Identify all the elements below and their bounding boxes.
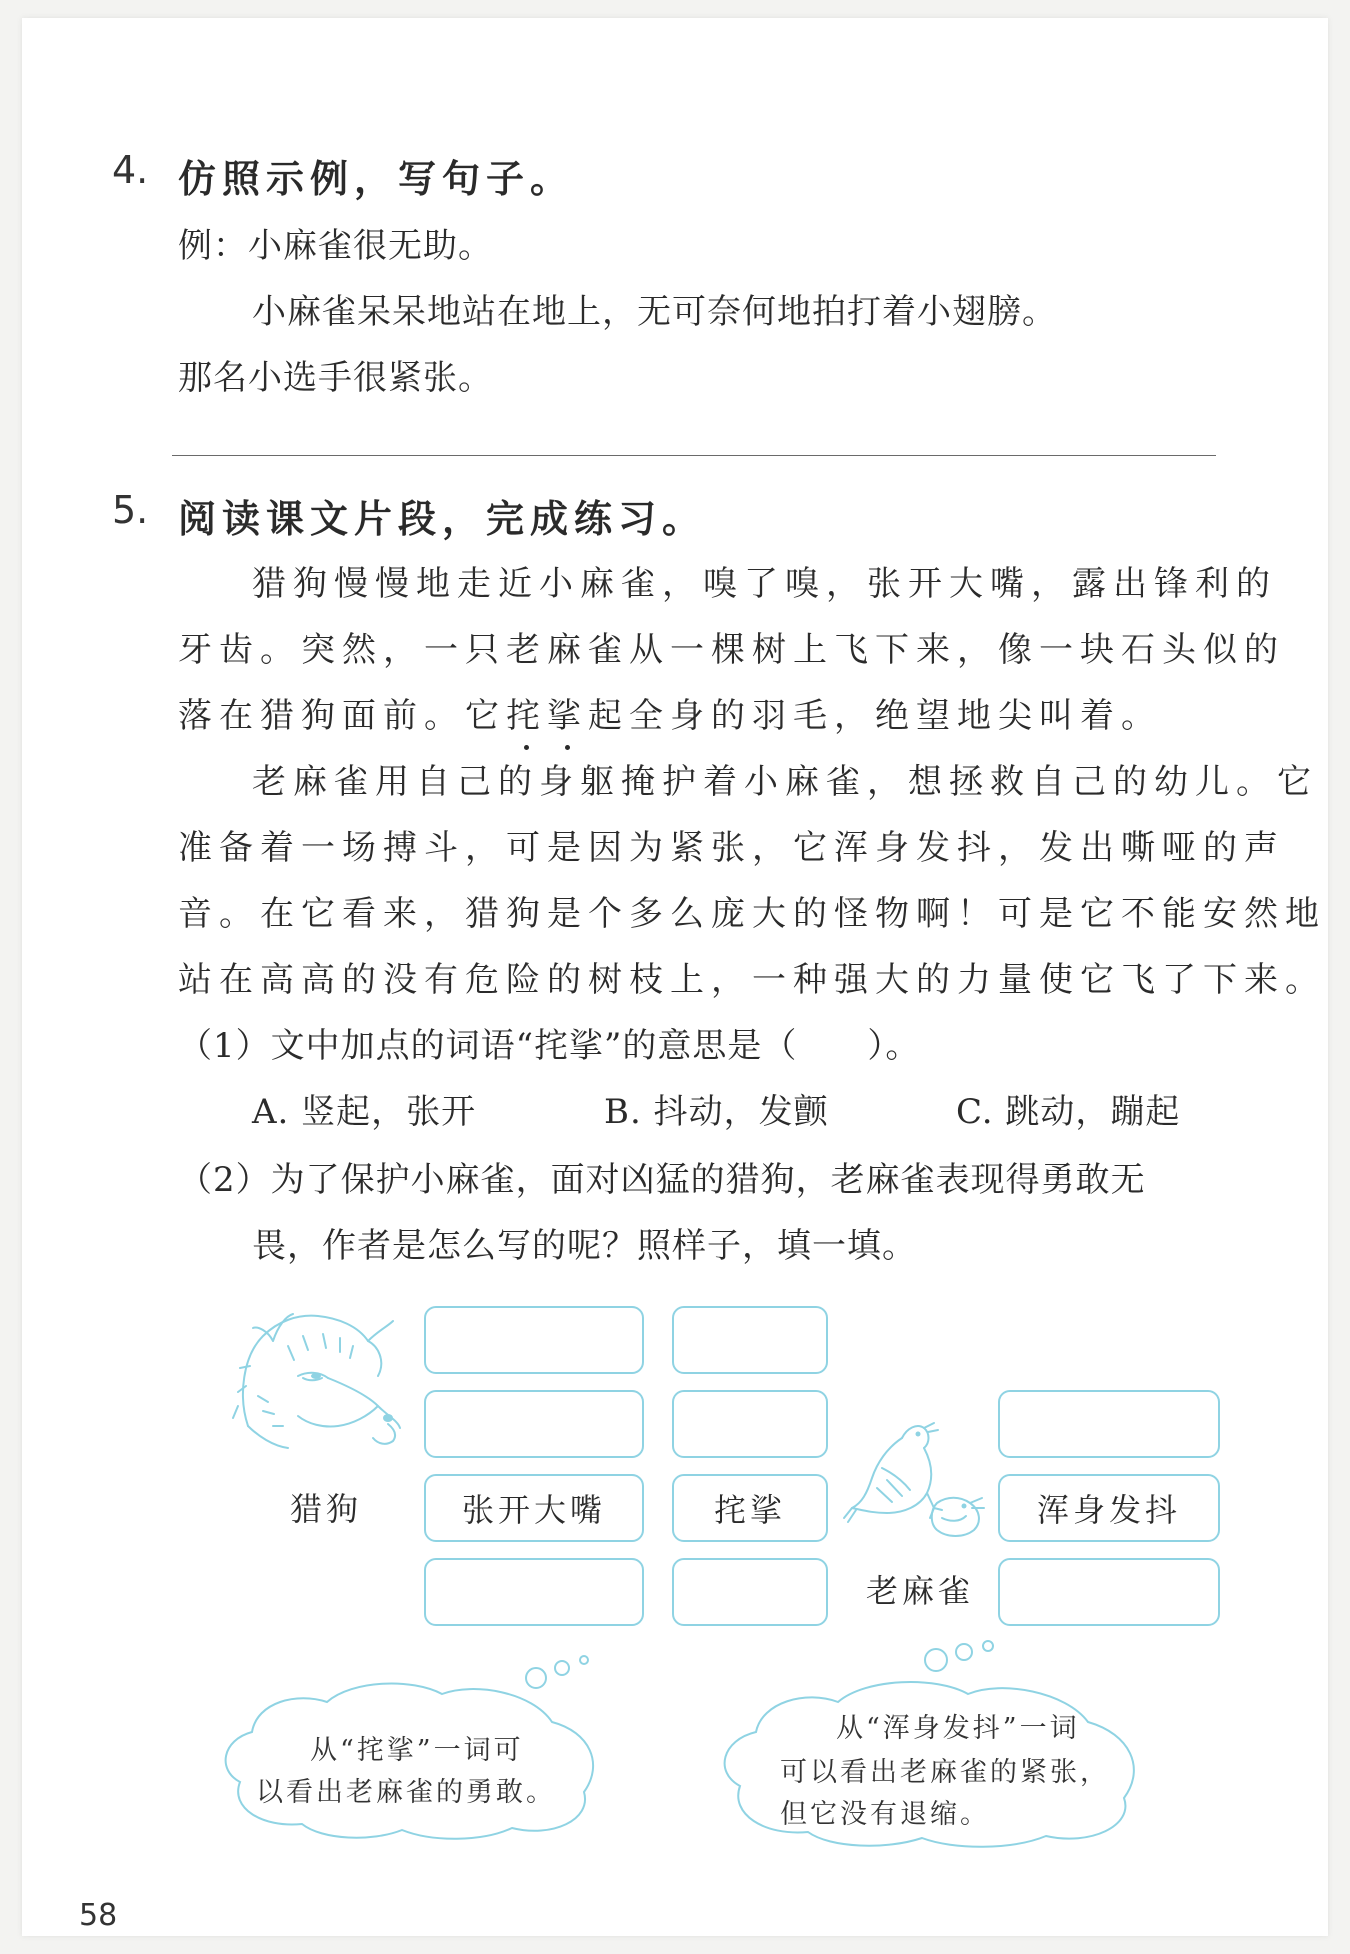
answer-box[interactable]: [424, 1558, 644, 1626]
dog-label: 猎狗: [290, 1490, 363, 1528]
passage-line-5: 准备着一场搏斗，可是因为紧张，它浑身发抖，发出嘶哑的声: [178, 828, 1285, 868]
passage-line-4: 老麻雀用自己的身躯掩护着小麻雀，想拯救自己的幼儿。它: [252, 762, 1318, 802]
passage-line-1: 猎狗慢慢地走近小麻雀，嗅了嗅，张开大嘴，露出锋利的: [252, 564, 1277, 604]
q4-answer-line[interactable]: [172, 455, 1216, 456]
answer-box[interactable]: [672, 1390, 828, 1458]
sparrow-action: 浑身发抖: [1036, 1491, 1181, 1529]
sparrow-illustration: [842, 1418, 992, 1548]
cloud-left-line-1: 从“挓挲”一词可: [310, 1735, 524, 1766]
answer-box[interactable]: [424, 1390, 644, 1458]
passage-line-3: [178, 688, 1162, 737]
cloud-right-line-3: 但它没有退缩。: [780, 1799, 990, 1830]
q5-number: 5.: [112, 488, 149, 532]
emphasis-char-1: 挓: [506, 696, 547, 736]
option-b[interactable]: B. 抖动，发颤: [604, 1092, 829, 1132]
cloud-left-line-2: 以看出老麻雀的勇敢。: [256, 1777, 556, 1808]
passage-line-7: 站在高高的没有危险的树枝上，一种强大的力量使它飞了下来。: [178, 960, 1326, 1000]
dog-action-box: [424, 1474, 644, 1542]
sparrow-action-box: [998, 1474, 1220, 1542]
passage-line-6: 音。在它看来，猎狗是个多么庞大的怪物啊！可是它不能安然地: [178, 894, 1326, 934]
q4-number: 4.: [112, 148, 149, 192]
answer-box[interactable]: [672, 1306, 828, 1374]
sparrow-word-box: [672, 1474, 828, 1542]
dog-action-1: 张开大嘴: [461, 1491, 606, 1529]
q5-title: 阅读课文片段，完成练习。: [178, 497, 707, 541]
sub-question-2-line-1: （2）为了保护小麻雀，面对凶猛的猎狗，老麻雀表现得勇敢无: [178, 1160, 1146, 1200]
sub-question-2-line-2: 畏，作者是怎么写的呢？照样子，填一填。: [252, 1226, 917, 1266]
q4-title: 仿照示例，写句子。: [178, 157, 575, 201]
cloud-right-line-2: 可以看出老麻雀的紧张，: [780, 1757, 1110, 1788]
dog-action-2: 挓挲: [713, 1491, 786, 1529]
q4-prompt: 那名小选手很紧张。: [178, 358, 493, 398]
page-number: 58: [79, 1898, 118, 1933]
emphasis-char-2: 挲: [547, 696, 588, 736]
answer-box[interactable]: [672, 1558, 828, 1626]
dog-illustration: [228, 1306, 413, 1466]
option-a[interactable]: A. 竖起，张开: [252, 1092, 477, 1132]
answer-box[interactable]: [998, 1390, 1220, 1458]
q4-example-label: 例：小麻雀很无助。: [178, 226, 493, 266]
passage-line-3-end: 起全身的羽毛，绝望地尖叫着。: [588, 696, 1162, 736]
cloud-right-line-1: 从“浑身发抖”一词: [836, 1713, 1080, 1744]
answer-box[interactable]: [998, 1558, 1220, 1626]
q4-example-sentence: 小麻雀呆呆地站在地上，无可奈何地拍打着小翅膀。: [252, 292, 1057, 332]
passage-line-2: 牙齿。突然，一只老麻雀从一棵树上飞下来，像一块石头似的: [178, 630, 1285, 670]
answer-box[interactable]: [424, 1306, 644, 1374]
sub-question-1: （1）文中加点的词语“挓挲”的意思是（ ）。: [178, 1026, 921, 1066]
sparrow-label: 老麻雀: [866, 1572, 975, 1610]
passage-line-3-start: 落在猎狗面前。它: [178, 696, 506, 736]
option-c[interactable]: C. 跳动，蹦起: [956, 1092, 1181, 1132]
